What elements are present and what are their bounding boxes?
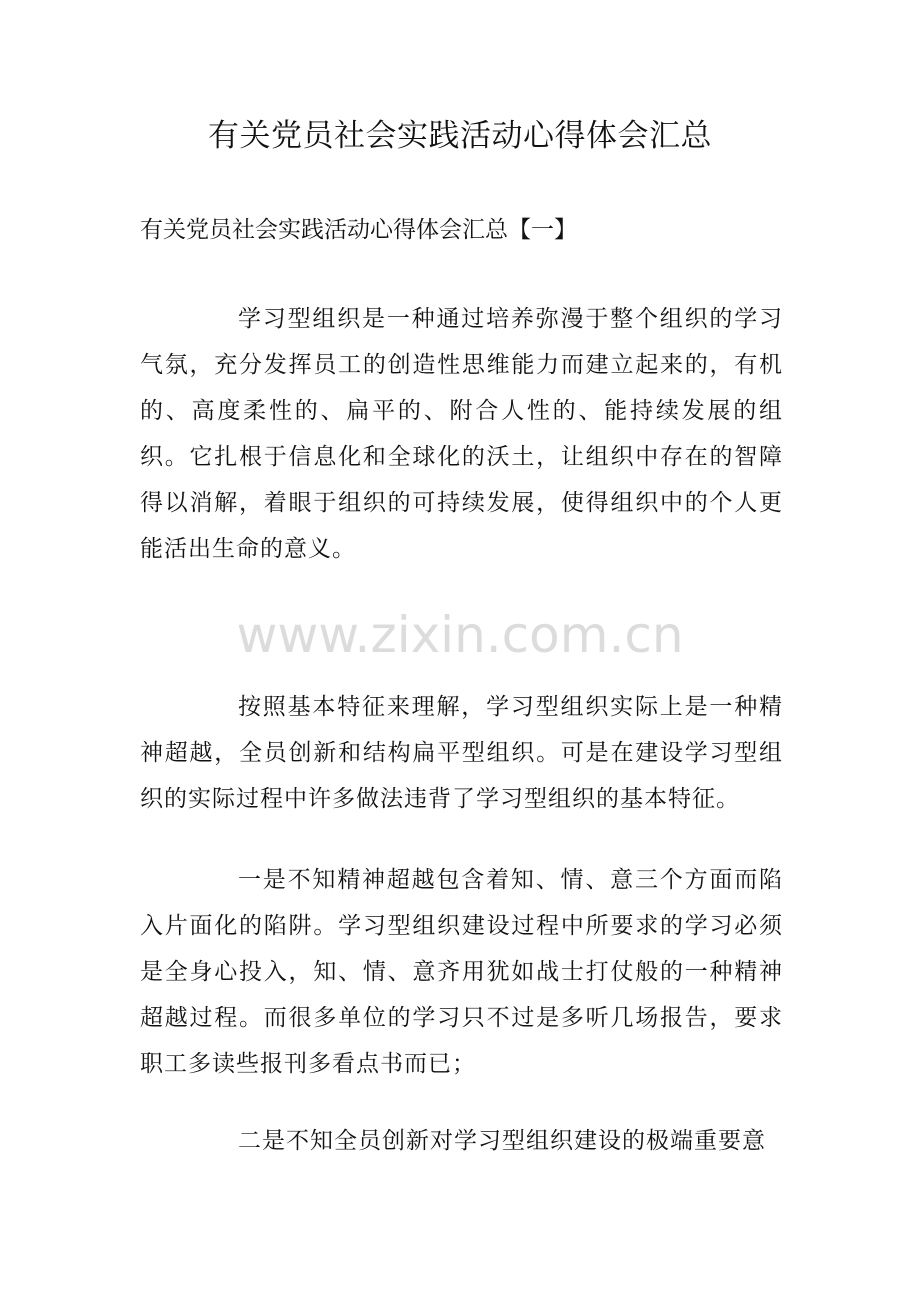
watermark-text: www.zixin.com.cn <box>236 606 684 664</box>
paragraph-4: 二是不知全员创新对学习型组织建设的极端重要意 <box>238 1128 766 1154</box>
document-title: 有关党员社会实践活动心得体会汇总 <box>208 118 712 154</box>
paragraph-2: 按照基本特征来理解，学习型组织实际上是一种精神超越，全员创新和结构扁平型组织。可是在建设学习型组织的实际过程中许多做法违背了学习型组织的基本特征。 <box>140 694 783 812</box>
section-heading: 有关党员社会实践活动心得体会汇总【一】 <box>140 217 577 243</box>
paragraph-1: 学习型组织是一种通过培养弥漫于整个组织的学习气氛，充分发挥员工的创造性思维能力而建立起来的，有机的、高度柔性的、扁平的、附合人性的、能持续发展的组织。它扎根于信息化和全球化的沃土，让组织中存在的智障得以消解，着眼于组织的可持续发展，使得组织中的个人更能活出生命的意义。 <box>140 306 783 562</box>
paragraph-3: 一是不知精神超越包含着知、情、意三个方面而陷入片面化的陷阱。学习型组织建设过程中所要求的学习必须是全身心投入，知、情、意齐用犹如战士打仗般的一种精神超越过程。而很多单位的学习只不过是多听几场报告，要求职工多读些报刊多看点书而已； <box>140 867 783 1077</box>
